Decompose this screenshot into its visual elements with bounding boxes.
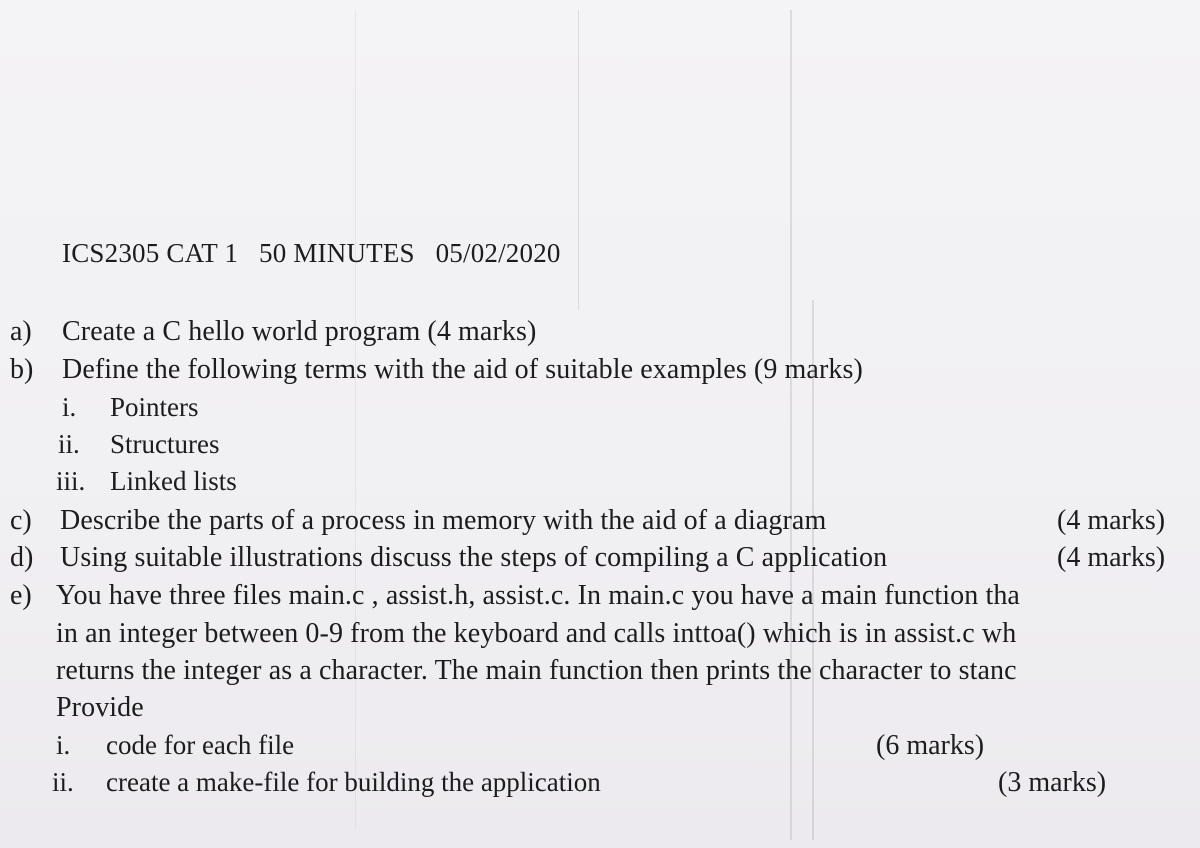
question-a-text: Create a C hello world program (4 marks) xyxy=(62,316,537,347)
exam-date: 05/02/2020 xyxy=(435,238,561,268)
question-e-item-1-text: code for each file xyxy=(106,730,295,760)
question-e-item-2-text: create a make-file for building the application xyxy=(106,767,601,797)
paper-crease xyxy=(578,10,579,310)
question-e-item-1-marks: (6 marks) xyxy=(876,730,985,761)
question-b-item-3-num: iii. xyxy=(56,466,86,496)
question-b-item-1-num: i. xyxy=(62,392,77,422)
question-d-label: d) xyxy=(10,542,34,573)
course-code: ICS2305 CAT 1 xyxy=(62,238,239,268)
question-e-item-1-num: i. xyxy=(56,730,71,760)
exam-duration: 50 MINUTES xyxy=(259,238,415,268)
question-d-marks: (4 marks) xyxy=(1057,542,1166,573)
exam-header xyxy=(62,238,561,269)
question-e-item-2-marks: (3 marks) xyxy=(998,767,1107,798)
question-e-line-3: returns the integer as a character. The main function then prints the character to stanc xyxy=(56,655,1017,686)
question-c-label: c) xyxy=(10,505,32,536)
question-d-text: Using suitable illustrations discuss the steps of compiling a C application xyxy=(60,542,888,573)
question-b-item-3-text: Linked lists xyxy=(110,466,237,496)
question-b-item-2-num: ii. xyxy=(58,429,80,459)
question-c-text: Describe the parts of a process in memory with the aid of a diagram xyxy=(60,505,827,536)
question-e-line-1: You have three files main.c , assist.h, assist.c. In main.c you have a main function tha xyxy=(56,580,1020,611)
question-c-marks: (4 marks) xyxy=(1057,505,1166,536)
question-b-item-1-text: Pointers xyxy=(110,392,199,422)
question-e-label: e) xyxy=(10,580,32,611)
question-e-line-2: in an integer between 0-9 from the keyboard and calls inttoa() which is in assist.c wh xyxy=(56,618,1017,649)
question-a-label: a) xyxy=(10,316,32,347)
question-b-text: Define the following terms with the aid of suitable examples (9 marks) xyxy=(62,354,863,385)
question-b-label: b) xyxy=(10,354,34,385)
question-e-line-4: Provide xyxy=(56,692,144,723)
paper-crease xyxy=(355,10,356,830)
question-b-item-2-text: Structures xyxy=(110,429,220,459)
question-e-item-2-num: ii. xyxy=(52,767,74,797)
paper-crease xyxy=(790,10,792,840)
